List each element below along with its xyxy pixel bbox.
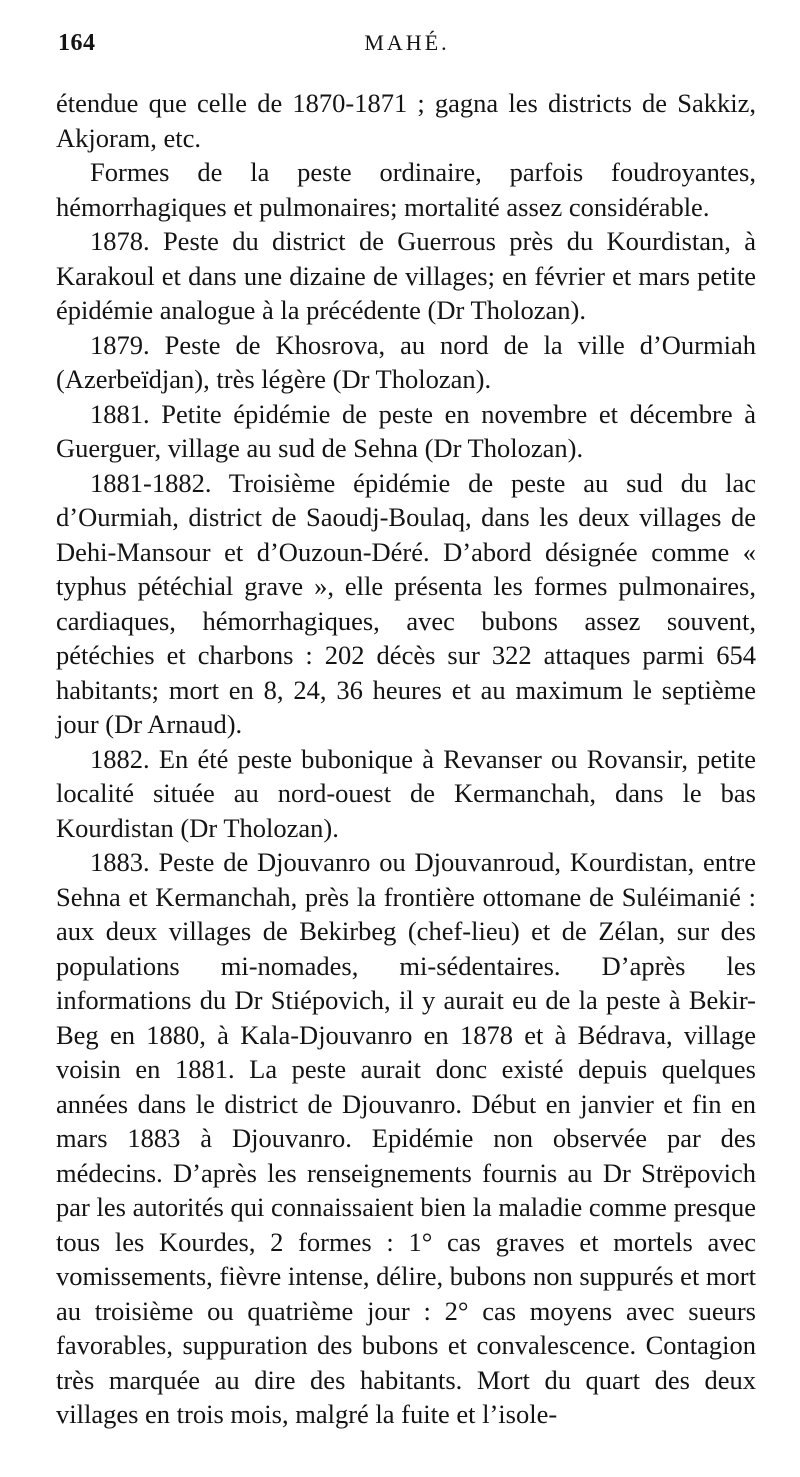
paragraph-1878: 1878. Peste du district de Guerrous près du Kourdistan, à Karakoul et dans une dizaine de villages; en février et mars petite épidémie analogue à la précédente (Dr Tholozan). [56,226,756,325]
page-number: 164 [58,30,96,56]
paragraph-1881: 1881. Petite épidémie de peste en novembre et décembre à Guerguer, village au sud de Sehna (Dr Tholozan). [56,398,756,463]
page-body [56,86,756,1432]
page-header [58,30,756,70]
paragraph-1879: 1879. Peste de Khosrova, au nord de la ville d’Ourmiah (Azerbeïdjan), très légère (Dr Tholozan). [56,329,756,394]
paragraph-1881-1882: 1881-1882. Troisième épidémie de peste au sud du lac d’Ourmiah, district de Saoudj-Boulaq, dans les deux villages de Dehi-Mansour et d’Ouzoun-Déré. D’abord désignée comme « typhus pétéchial grave », elle présenta les formes pulmonaires, cardiaques, hémorrhagiques, avec bubons assez souvent, pétéchies et charbons : 202 décès sur 322 attaques parmi 654 habitants; mort en 8, 24, 36 heures et au maximum le septième jour (Dr Arnaud). [56,467,756,739]
paragraph-continuation: étendue que celle de 1870-1871 ; gagna les districts de Sakkiz, Akjoram, etc. [56,88,756,153]
running-head: MAHÉ. [364,30,450,55]
paragraph-1883: 1883. Peste de Djouvanro ou Djouvanroud, Kourdistan, entre Sehna et Kermanchah, près la frontière ottomane de Suléimanié : aux deux villages de Bekirbeg (chef-lieu) et de Zélan, sur des populations mi-nomades, mi-sédentaires. D’après les informations du Dr Stiépovich, il y aurait eu de la peste à Bekir-Beg en 1880, à Kala-Djouvanro en 1878 et à Bédrava, village voisin en 1881. La peste aurait donc existé depuis quelques années dans le district de Djouvanro. Début en janvier et fin en mars 1883 à Djouvanro. Epidémie non observée par des médecins. D’après les renseignements fournis au Dr Strëpovich par les autorités qui connaissaient bien la maladie comme presque tous les Kourdes, 2 formes : 1° cas graves et mortels avec vomissements, fièvre intense, délire, bubons non suppurés et mort au troisième ou quatrième jour : 2° cas moyens avec sueurs favorables, suppuration des bubons et convalescence. Contagion très marquée au dire des habitants. Mort du quart des deux villages en trois mois, malgré la fuite et l’isole- [56,847,756,1429]
paragraph-1882: 1882. En été peste bubonique à Revanser ou Rovansir, petite localité située au nord-ouest de Kermanchah, dans le bas Kourdistan (Dr Tholozan). [56,743,756,843]
paragraph-plague-forms: Formes de la peste ordinaire, parfois foudroyantes, hémorrhagiques et pulmonaires; mortalité assez considérable. [56,157,756,222]
